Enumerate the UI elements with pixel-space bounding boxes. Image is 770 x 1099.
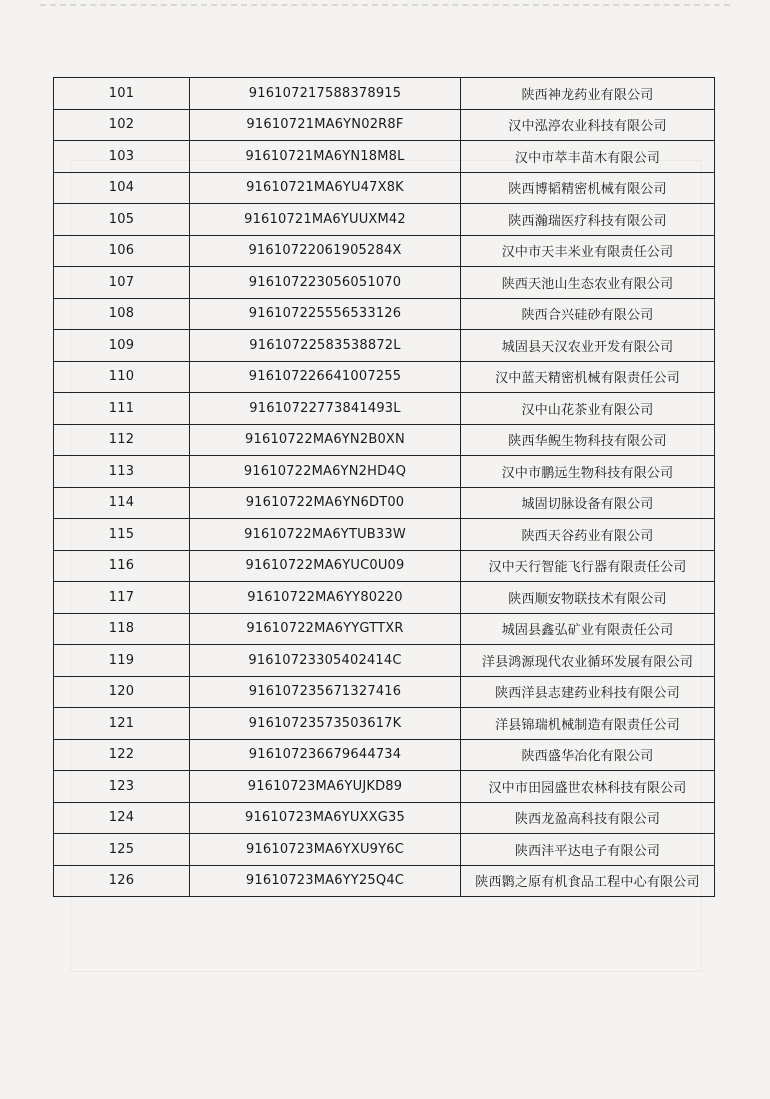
table-row bbox=[54, 676, 715, 708]
credit-code: 91610723573503617K bbox=[190, 708, 461, 740]
row-number: 112 bbox=[54, 424, 190, 456]
company-name: 陕西博韬精密机械有限公司 bbox=[461, 172, 715, 204]
table-row bbox=[54, 708, 715, 740]
company-name: 陕西沣平达电子有限公司 bbox=[461, 834, 715, 866]
company-name: 陕西瀚瑞医疗科技有限公司 bbox=[461, 204, 715, 236]
table-body bbox=[54, 78, 715, 897]
credit-code: 91610722MA6YY80220 bbox=[190, 582, 461, 614]
row-number: 105 bbox=[54, 204, 190, 236]
credit-code: 91610722MA6YN2HD4Q bbox=[190, 456, 461, 488]
table-row bbox=[54, 519, 715, 551]
company-name: 汉中市田园盛世农林科技有限公司 bbox=[461, 771, 715, 803]
company-name: 陕西鹮之原有机食品工程中心有限公司 bbox=[461, 865, 715, 897]
credit-code: 916107223056051070 bbox=[190, 267, 461, 299]
row-number: 124 bbox=[54, 802, 190, 834]
row-number: 122 bbox=[54, 739, 190, 771]
company-registry-table bbox=[53, 77, 715, 897]
company-name: 陕西洋县志建药业科技有限公司 bbox=[461, 676, 715, 708]
credit-code: 91610722MA6YYGTTXR bbox=[190, 613, 461, 645]
credit-code: 91610721MA6YU47X8K bbox=[190, 172, 461, 204]
company-name: 洋县锦瑞机械制造有限责任公司 bbox=[461, 708, 715, 740]
company-name: 陕西华鲵生物科技有限公司 bbox=[461, 424, 715, 456]
credit-code: 91610723MA6YUXXG35 bbox=[190, 802, 461, 834]
table-row bbox=[54, 109, 715, 141]
credit-code: 91610723MA6YUJKD89 bbox=[190, 771, 461, 803]
credit-code: 916107225556533126 bbox=[190, 298, 461, 330]
table-row bbox=[54, 834, 715, 866]
row-number: 118 bbox=[54, 613, 190, 645]
company-name: 汉中泓渟农业科技有限公司 bbox=[461, 109, 715, 141]
table-row bbox=[54, 456, 715, 488]
row-number: 120 bbox=[54, 676, 190, 708]
credit-code: 91610723MA6YY25Q4C bbox=[190, 865, 461, 897]
credit-code: 91610723305402414C bbox=[190, 645, 461, 677]
credit-code: 91610722061905284X bbox=[190, 235, 461, 267]
table-row bbox=[54, 582, 715, 614]
table-row bbox=[54, 235, 715, 267]
table-row bbox=[54, 204, 715, 236]
row-number: 125 bbox=[54, 834, 190, 866]
table-row bbox=[54, 141, 715, 173]
company-name: 陕西顺安物联技术有限公司 bbox=[461, 582, 715, 614]
row-number: 119 bbox=[54, 645, 190, 677]
table-row bbox=[54, 393, 715, 425]
table-row bbox=[54, 487, 715, 519]
row-number: 103 bbox=[54, 141, 190, 173]
credit-code: 91610723MA6YXU9Y6C bbox=[190, 834, 461, 866]
table-row bbox=[54, 739, 715, 771]
row-number: 116 bbox=[54, 550, 190, 582]
row-number: 102 bbox=[54, 109, 190, 141]
scan-artifact bbox=[40, 4, 730, 18]
row-number: 110 bbox=[54, 361, 190, 393]
row-number: 107 bbox=[54, 267, 190, 299]
company-name: 陕西天谷药业有限公司 bbox=[461, 519, 715, 551]
row-number: 111 bbox=[54, 393, 190, 425]
table-row bbox=[54, 613, 715, 645]
credit-code: 91610721MA6YUUXM42 bbox=[190, 204, 461, 236]
row-number: 108 bbox=[54, 298, 190, 330]
credit-code: 916107235671327416 bbox=[190, 676, 461, 708]
company-name: 陕西天池山生态农业有限公司 bbox=[461, 267, 715, 299]
company-name: 陕西龙盈高科技有限公司 bbox=[461, 802, 715, 834]
credit-code: 916107236679644734 bbox=[190, 739, 461, 771]
credit-code: 916107226641007255 bbox=[190, 361, 461, 393]
table-row bbox=[54, 802, 715, 834]
credit-code: 91610722773841493L bbox=[190, 393, 461, 425]
table-row bbox=[54, 361, 715, 393]
table-row bbox=[54, 771, 715, 803]
row-number: 109 bbox=[54, 330, 190, 362]
company-name: 汉中市鹏远生物科技有限公司 bbox=[461, 456, 715, 488]
row-number: 117 bbox=[54, 582, 190, 614]
row-number: 104 bbox=[54, 172, 190, 204]
company-name: 陕西神龙药业有限公司 bbox=[461, 78, 715, 110]
table-row bbox=[54, 330, 715, 362]
credit-code: 91610722583538872L bbox=[190, 330, 461, 362]
company-name: 陕西合兴硅砂有限公司 bbox=[461, 298, 715, 330]
company-name: 城固县天汉农业开发有限公司 bbox=[461, 330, 715, 362]
company-name: 汉中市天丰米业有限责任公司 bbox=[461, 235, 715, 267]
row-number: 121 bbox=[54, 708, 190, 740]
credit-code: 91610722MA6YUC0U09 bbox=[190, 550, 461, 582]
credit-code: 91610722MA6YN2B0XN bbox=[190, 424, 461, 456]
table-row bbox=[54, 424, 715, 456]
table-row bbox=[54, 865, 715, 897]
credit-code: 91610722MA6YTUB33W bbox=[190, 519, 461, 551]
table-row bbox=[54, 645, 715, 677]
company-name: 汉中蓝天精密机械有限责任公司 bbox=[461, 361, 715, 393]
company-name: 汉中山花茶业有限公司 bbox=[461, 393, 715, 425]
row-number: 101 bbox=[54, 78, 190, 110]
company-name: 城固县鑫弘矿业有限责任公司 bbox=[461, 613, 715, 645]
credit-code: 91610721MA6YN02R8F bbox=[190, 109, 461, 141]
credit-code: 91610721MA6YN18M8L bbox=[190, 141, 461, 173]
table-row bbox=[54, 298, 715, 330]
row-number: 126 bbox=[54, 865, 190, 897]
table-row bbox=[54, 267, 715, 299]
company-name: 城固切脉设备有限公司 bbox=[461, 487, 715, 519]
company-name: 洋县鸿源现代农业循环发展有限公司 bbox=[461, 645, 715, 677]
credit-code: 91610722MA6YN6DT00 bbox=[190, 487, 461, 519]
row-number: 115 bbox=[54, 519, 190, 551]
row-number: 106 bbox=[54, 235, 190, 267]
row-number: 123 bbox=[54, 771, 190, 803]
company-name: 汉中市萃丰苗木有限公司 bbox=[461, 141, 715, 173]
company-name: 陕西盛华冶化有限公司 bbox=[461, 739, 715, 771]
row-number: 114 bbox=[54, 487, 190, 519]
company-name: 汉中天行智能飞行器有限责任公司 bbox=[461, 550, 715, 582]
credit-code: 916107217588378915 bbox=[190, 78, 461, 110]
table-row bbox=[54, 78, 715, 110]
table-row bbox=[54, 550, 715, 582]
table-row bbox=[54, 172, 715, 204]
row-number: 113 bbox=[54, 456, 190, 488]
